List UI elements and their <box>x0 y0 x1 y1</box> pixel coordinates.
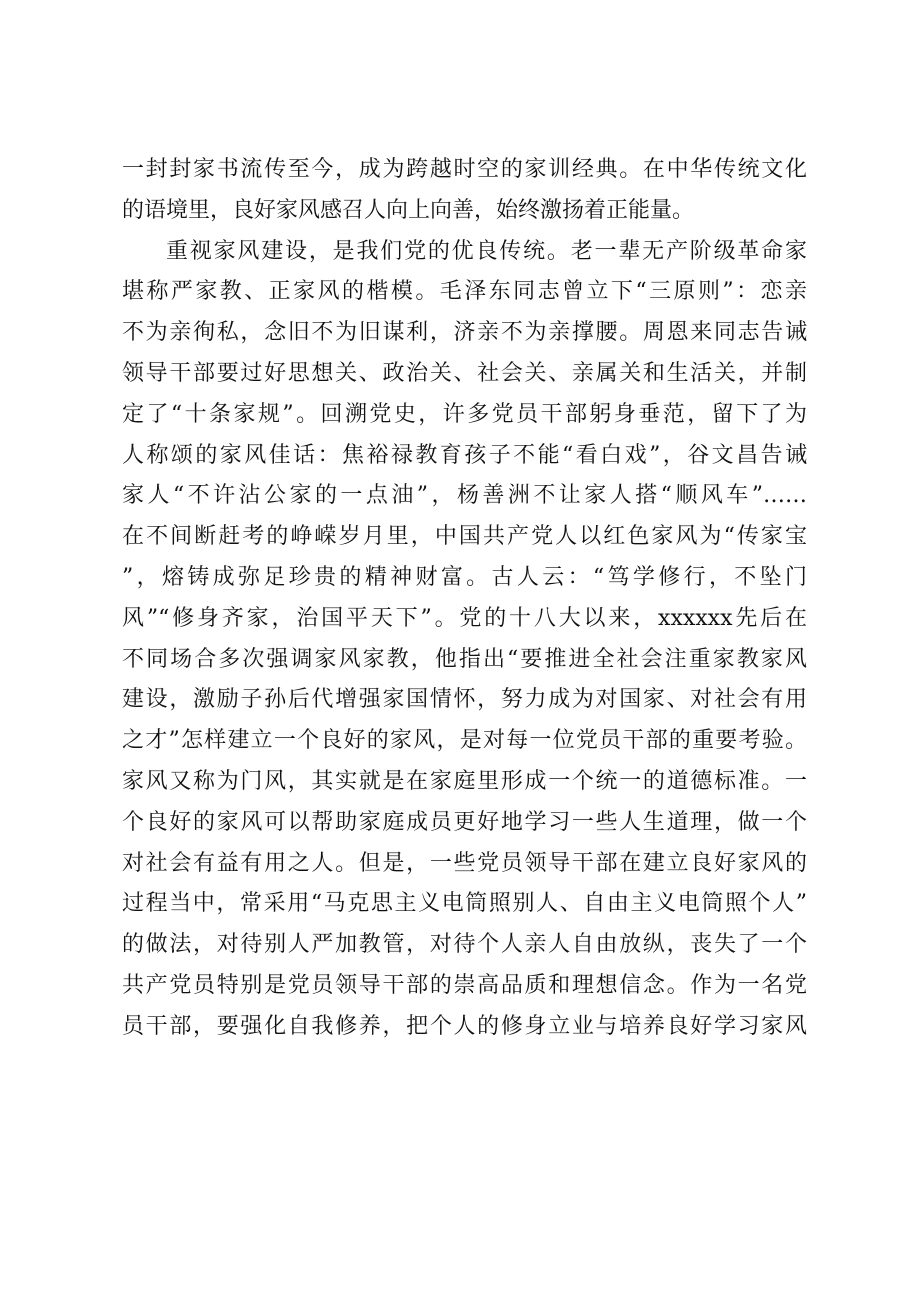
text-line: 个良好的家风可以帮助家庭成员更好地学习一些人生道理，做一个 <box>122 809 807 835</box>
text-line: 过程当中，常采用“马克思主义电筒照别人、自由主义电筒照个人” <box>122 891 807 917</box>
text-line: 的语境里，良好家风感召人向上向善，始终激扬着正能量。 <box>122 197 695 223</box>
text-line: 不同场合多次强调家风家教，他指出“要推进全社会注重家教家风 <box>122 646 807 672</box>
text-line: 定了“十条家规”。回溯党史，许多党员干部躬身垂范，留下了为 <box>122 401 807 427</box>
text-line: 共产党员特别是党员领导干部的崇高品质和理想信念。作为一名党 <box>122 972 807 998</box>
text-line: 员干部，要强化自我修养，把个人的修身立业与培养良好学习家风 <box>122 1013 807 1039</box>
text-line: 家风又称为门风，其实就是在家庭里形成一个统一的道德标准。一 <box>122 768 807 794</box>
text-line: 风”“修身齐家，治国平天下”。党的十八大以来，xxxxxx先后在 <box>122 605 807 631</box>
text-line: 家人“不许沾公家的一点油”，杨善洲不让家人搭“顺风车”…… <box>122 483 807 509</box>
document-body <box>122 150 807 1048</box>
text-line: 对社会有益有用之人。但是，一些党员领导干部在建立良好家风的 <box>122 850 807 876</box>
text-line: ”，熔铸成弥足珍贵的精神财富。古人云：“笃学修行，不坠门 <box>122 564 807 590</box>
text-line: 建设，激励子孙后代增强家国情怀，努力成为对国家、对社会有用 <box>122 687 807 713</box>
text-line: 领导干部要过好思想关、政治关、社会关、亲属关和生活关，并制 <box>122 360 807 386</box>
text-line: 在不间断赶考的峥嵘岁月里，中国共产党人以红色家风为“传家宝 <box>122 524 807 550</box>
text-line: 一封封家书流传至今，成为跨越时空的家训经典。在中华传统文化 <box>122 157 807 182</box>
text-line: 的做法，对待别人严加教管，对待个人亲人自由放纵，丧失了一个 <box>122 932 807 958</box>
text-line: 不为亲徇私，念旧不为旧谋利，济亲不为亲撑腰。周恩来同志告诫 <box>122 320 807 346</box>
text-line: 人称颂的家风佳话：焦裕禄教育孩子不能“看白戏”，谷文昌告诫 <box>122 442 807 468</box>
text-line: 之才”怎样建立一个良好的家风，是对每一位党员干部的重要考验。 <box>122 728 807 754</box>
text-line: 堪称严家教、正家风的楷模。毛泽东同志曾立下“三原则”：恋亲 <box>122 279 807 305</box>
paragraph-first-line: 重视家风建设，是我们党的优良传统。老一辈无产阶级革命家 <box>166 238 807 264</box>
